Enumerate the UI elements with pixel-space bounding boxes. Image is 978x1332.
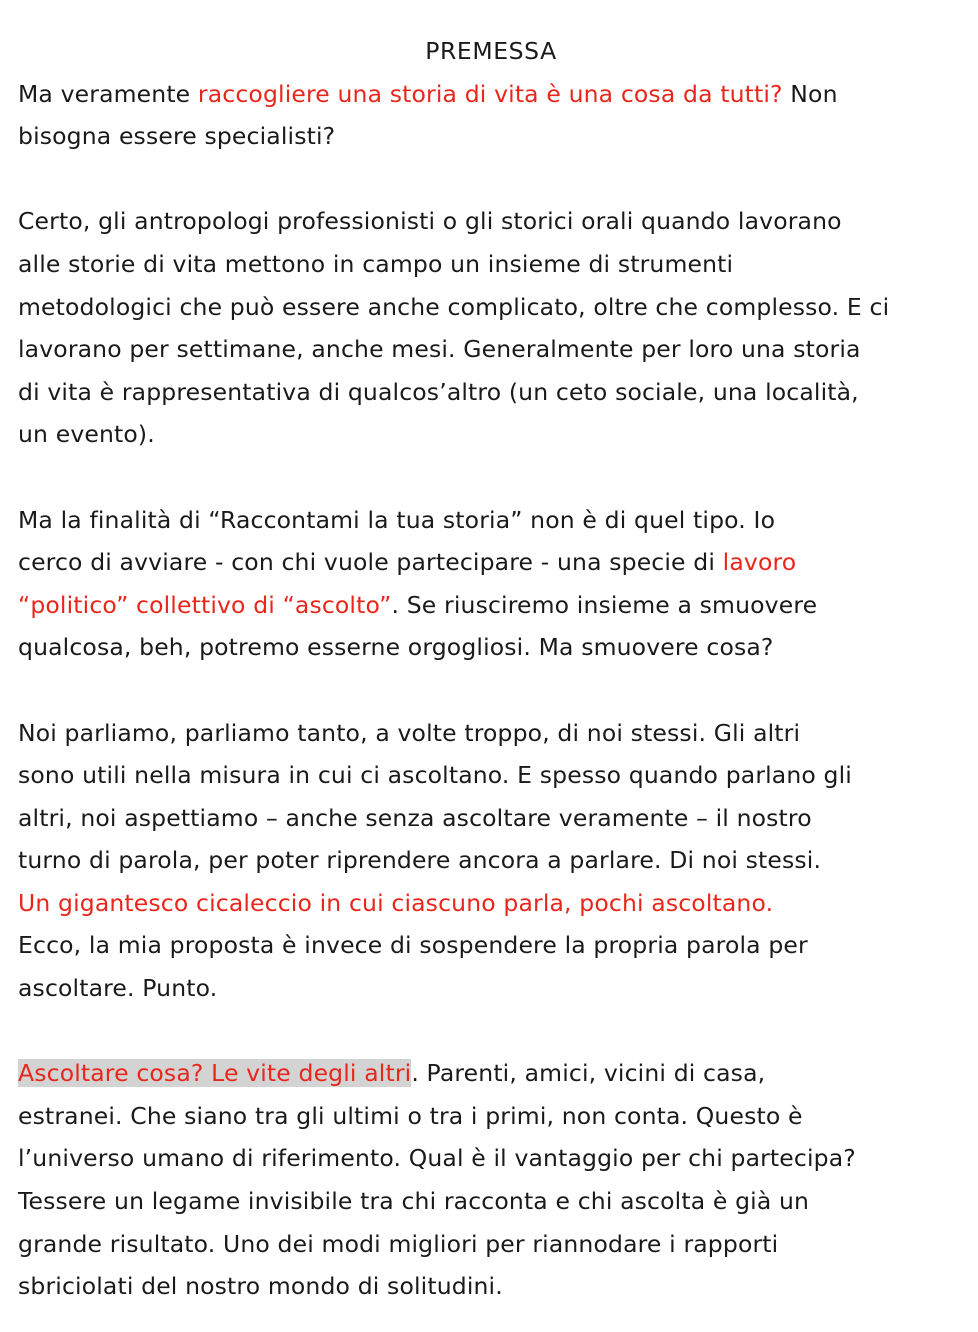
text-fragment: Ma veramente — [18, 79, 198, 108]
text-line: qualcosa, beh, potremo esserne orgogliosi. Ma smuovere cosa? — [18, 633, 774, 662]
text-line: Ecco, la mia proposta è invece di sospendere la propria parola per — [18, 931, 808, 960]
text-line: alle storie di vita mettono in campo un insieme di strumenti — [18, 249, 734, 278]
text-line — [18, 73, 964, 116]
emphasis-text: “politico” collettivo di “ascolto” — [18, 590, 392, 619]
text-line: altri, noi aspettiamo – anche senza ascoltare veramente – il nostro — [18, 803, 812, 832]
text-line: di vita è rappresentativa di qualcos’altro (un ceto sociale, una località, — [18, 377, 859, 406]
text-line: lavorano per settimane, anche mesi. Generalmente per loro una storia — [18, 335, 861, 364]
emphasis-text: raccogliere una storia di vita è una cosa da tutti? — [197, 79, 783, 108]
text-line — [18, 541, 964, 584]
text-line — [18, 584, 964, 627]
text-line: estranei. Che siano tra gli ultimi o tra i primi, non conta. Questo è — [18, 1101, 803, 1130]
text-line: bisogna essere specialisti? — [18, 122, 336, 151]
text-fragment: . Parenti, amici, vicini di casa, — [411, 1059, 766, 1088]
text-line: ascoltare. Punto. — [18, 974, 218, 1003]
text-line — [18, 1052, 964, 1095]
paragraph-intro-question — [18, 73, 964, 158]
text-line: grande risultato. Uno dei modi migliori per riannodare i rapporti — [18, 1229, 779, 1258]
text-line: Ma la finalità di “Raccontami la tua storia” non è di quel tipo. Io — [18, 505, 776, 534]
text-fragment: . Se riusciremo insieme a smuovere — [391, 590, 818, 619]
text-line: Tessere un legame invisibile tra chi racconta e chi ascolta è già un — [18, 1187, 810, 1216]
emphasis-text: lavoro — [722, 548, 797, 577]
paragraph-project-purpose — [18, 499, 964, 669]
text-line: Certo, gli antropologi professionisti o gli storici orali quando lavorano — [18, 207, 842, 236]
paragraph-listening — [18, 712, 964, 1010]
paragraph-lives-of-others — [18, 1052, 964, 1308]
paragraph-professionals — [18, 200, 964, 456]
text-line: sono utili nella misura in cui ci ascoltano. E spesso quando parlano gli — [18, 761, 852, 790]
text-line: l’universo umano di riferimento. Qual è il vantaggio per chi partecipa? — [18, 1144, 856, 1173]
highlighted-text: Ascoltare cosa? Le vite degli altri — [18, 1059, 412, 1088]
text-line: sbriciolati del nostro mondo di solitudini. — [18, 1272, 503, 1301]
page-title: PREMESSA — [425, 37, 557, 65]
text-line: turno di parola, per poter riprendere ancora a parlare. Di noi stessi. — [18, 846, 822, 875]
emphasis-line: Un gigantesco cicaleccio in cui ciascuno parla, pochi ascoltano. — [18, 888, 774, 917]
text-fragment: Non — [782, 79, 838, 108]
text-line: Noi parliamo, parliamo tanto, a volte troppo, di noi stessi. Gli altri — [18, 718, 801, 747]
document-page — [18, 30, 964, 1308]
text-line: un evento). — [18, 420, 155, 449]
text-fragment: cerco di avviare - con chi vuole partecipare - una specie di — [18, 548, 723, 577]
text-line: metodologici che può essere anche complicato, oltre che complesso. E ci — [18, 292, 890, 321]
